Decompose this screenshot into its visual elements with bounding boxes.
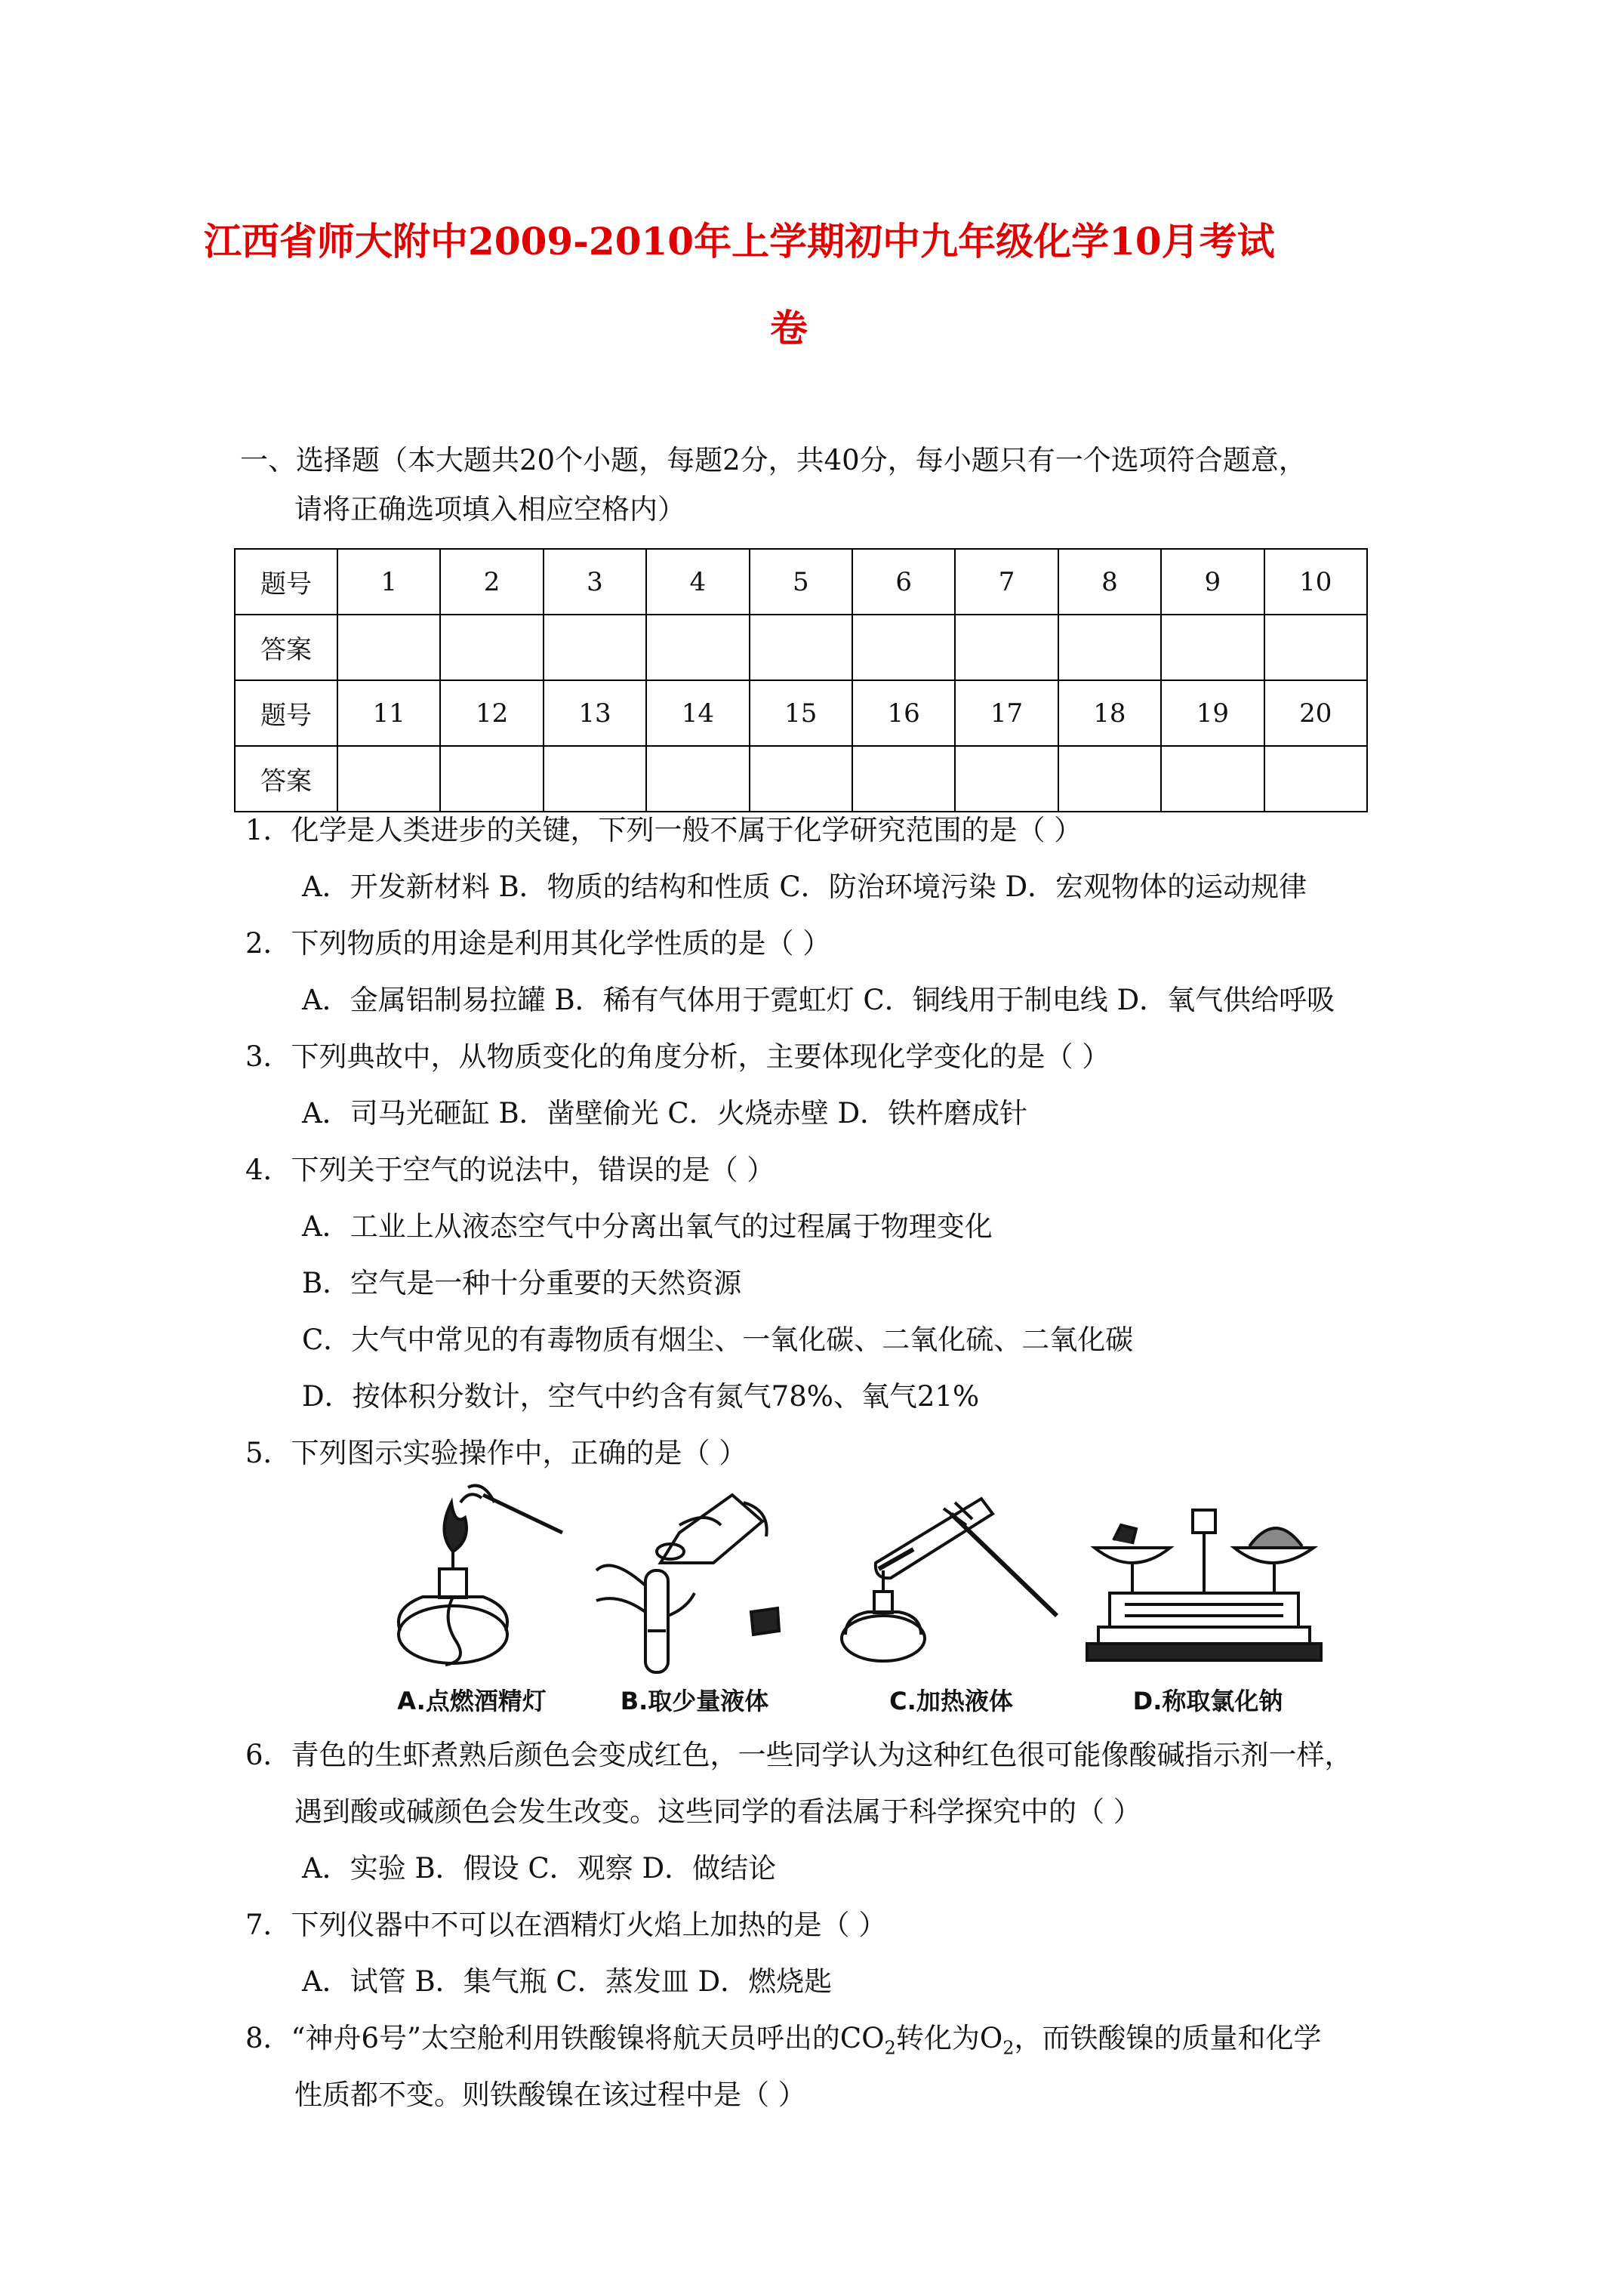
figure-c [830,1480,1072,1721]
answer-cell[interactable] [750,615,852,680]
question-8-text-a: 8．“神舟6号”太空舱利用铁酸镍将航天员呼出的CO [245,2022,885,2054]
number-cell: 2 [440,549,543,615]
heating-test-tube-icon [830,1480,1072,1676]
question-3-options: A．司马光砸缸 B．凿壁偷光 C．火烧赤壁 D．铁杵磨成针 [302,1097,1028,1130]
figure-d-caption: D.称取氯化钠 [1132,1687,1283,1715]
question-1-options: A．开发新材料 B．物质的结构和性质 C．防治环境污染 D．宏观物体的运动规律 [302,871,1307,903]
answer-cell[interactable] [852,746,955,812]
answer-cell[interactable] [1058,615,1161,680]
answer-row-1 [235,615,1367,680]
number-cell: 10 [1264,549,1367,615]
answer-cell[interactable] [646,746,749,812]
exam-title-line1: 江西省师大附中2009-2010年上学期初中九年级化学10月考试 [204,219,1275,264]
number-cell: 7 [955,549,1058,615]
number-cell: 8 [1058,549,1161,615]
number-row-1 [235,549,1367,615]
answer-cell[interactable] [1264,615,1367,680]
question-7-options: A．试管 B．集气瓶 C．蒸发皿 D．燃烧匙 [302,1965,833,1998]
row-label: 答案 [235,746,337,812]
question-3-stem: 3．下列典故中，从物质变化的角度分析，主要体现化学变化的是（ ） [245,1040,1110,1073]
question-7-stem: 7．下列仪器中不可以在酒精灯火焰上加热的是（ ） [245,1909,887,1941]
subscript: 2 [1002,2037,1015,2059]
section-heading-cont: 请将正确选项填入相应空格内） [294,493,685,525]
number-cell: 1 [337,549,440,615]
question-4-option-b: B．空气是一种十分重要的天然资源 [302,1267,742,1299]
answer-cell[interactable] [1161,746,1264,812]
question-4-option-c: C．大气中常见的有毒物质有烟尘、一氧化碳、二氧化硫、二氧化碳 [302,1324,1134,1356]
question-8-stem [245,2020,1321,2066]
answer-cell[interactable] [544,746,646,812]
number-cell: 11 [337,680,440,746]
question-8-text-b: 转化为O [895,2022,1003,2054]
question-4-stem: 4．下列关于空气的说法中，错误的是（ ） [245,1154,775,1186]
answer-cell[interactable] [440,746,543,812]
number-cell: 14 [646,680,749,746]
figure-a-caption: A.点燃酒精灯 [397,1687,547,1715]
pouring-liquid-icon [581,1480,808,1676]
row-label: 题号 [235,549,337,615]
number-cell: 3 [544,549,646,615]
question-4-option-a: A．工业上从液态空气中分离出氧气的过程属于物理变化 [302,1210,993,1243]
figure-a [370,1480,574,1721]
balance-scale-icon [1079,1480,1336,1676]
answer-row-2 [235,746,1367,812]
exam-title-line2: 卷 [770,306,808,350]
row-label: 答案 [235,615,337,680]
number-cell: 19 [1161,680,1264,746]
row-label: 题号 [235,680,337,746]
answer-cell[interactable] [337,746,440,812]
answer-cell[interactable] [1264,746,1367,812]
section-heading: 一、选择题（本大题共20个小题，每题2分，共40分，每小题只有一个选项符合题意， [240,444,1307,476]
number-cell: 5 [750,549,852,615]
answer-cell[interactable] [544,615,646,680]
question-6-stem-cont: 遇到酸或碱颜色会发生改变。这些同学的看法属于科学探究中的（ ） [294,1795,1141,1828]
number-cell: 16 [852,680,955,746]
question-5-stem: 5．下列图示实验操作中，正确的是（ ） [245,1437,747,1469]
question-6-stem: 6．青色的生虾煮熟后颜色会变成红色，一些同学认为这种红色很可能像酸碱指示剂一样， [245,1739,1353,1771]
answer-cell[interactable] [852,615,955,680]
figure-b-caption: B.取少量液体 [620,1687,769,1715]
answer-cell[interactable] [955,746,1058,812]
answer-cell[interactable] [750,746,852,812]
question-8-stem-cont: 性质都不变。则铁酸镍在该过程中是（ ） [294,2079,806,2111]
number-cell: 13 [544,680,646,746]
answer-table [234,548,1368,812]
number-cell: 18 [1058,680,1161,746]
figure-d [1079,1480,1336,1721]
number-cell: 6 [852,549,955,615]
number-cell: 15 [750,680,852,746]
figure-b [581,1480,808,1721]
answer-cell[interactable] [955,615,1058,680]
answer-cell[interactable] [646,615,749,680]
number-cell: 12 [440,680,543,746]
number-row-2 [235,680,1367,746]
number-cell: 20 [1264,680,1367,746]
question-2-options: A．金属铝制易拉罐 B．稀有气体用于霓虹灯 C．铜线用于制电线 D．氧气供给呼吸 [302,984,1335,1016]
question-2-stem: 2．下列物质的用途是利用其化学性质的是（ ） [245,927,831,960]
question-8-text-c: ，而铁酸镍的质量和化学 [1014,2022,1322,2054]
alcohol-lamp-lighting-icon [370,1480,574,1676]
question-6-options: A．实验 B．假设 C．观察 D．做结论 [302,1852,777,1885]
number-cell: 4 [646,549,749,615]
answer-cell[interactable] [337,615,440,680]
number-cell: 9 [1161,549,1264,615]
answer-cell[interactable] [440,615,543,680]
figure-c-caption: C.加热液体 [889,1687,1013,1715]
answer-cell[interactable] [1058,746,1161,812]
subscript: 2 [884,2037,896,2059]
question-1-stem: 1．化学是人类进步的关键，下列一般不属于化学研究范围的是（ ） [245,814,1083,846]
number-cell: 17 [955,680,1058,746]
question-4-option-d: D．按体积分数计，空气中约含有氮气78%、氧气21% [302,1380,980,1413]
answer-cell[interactable] [1161,615,1264,680]
